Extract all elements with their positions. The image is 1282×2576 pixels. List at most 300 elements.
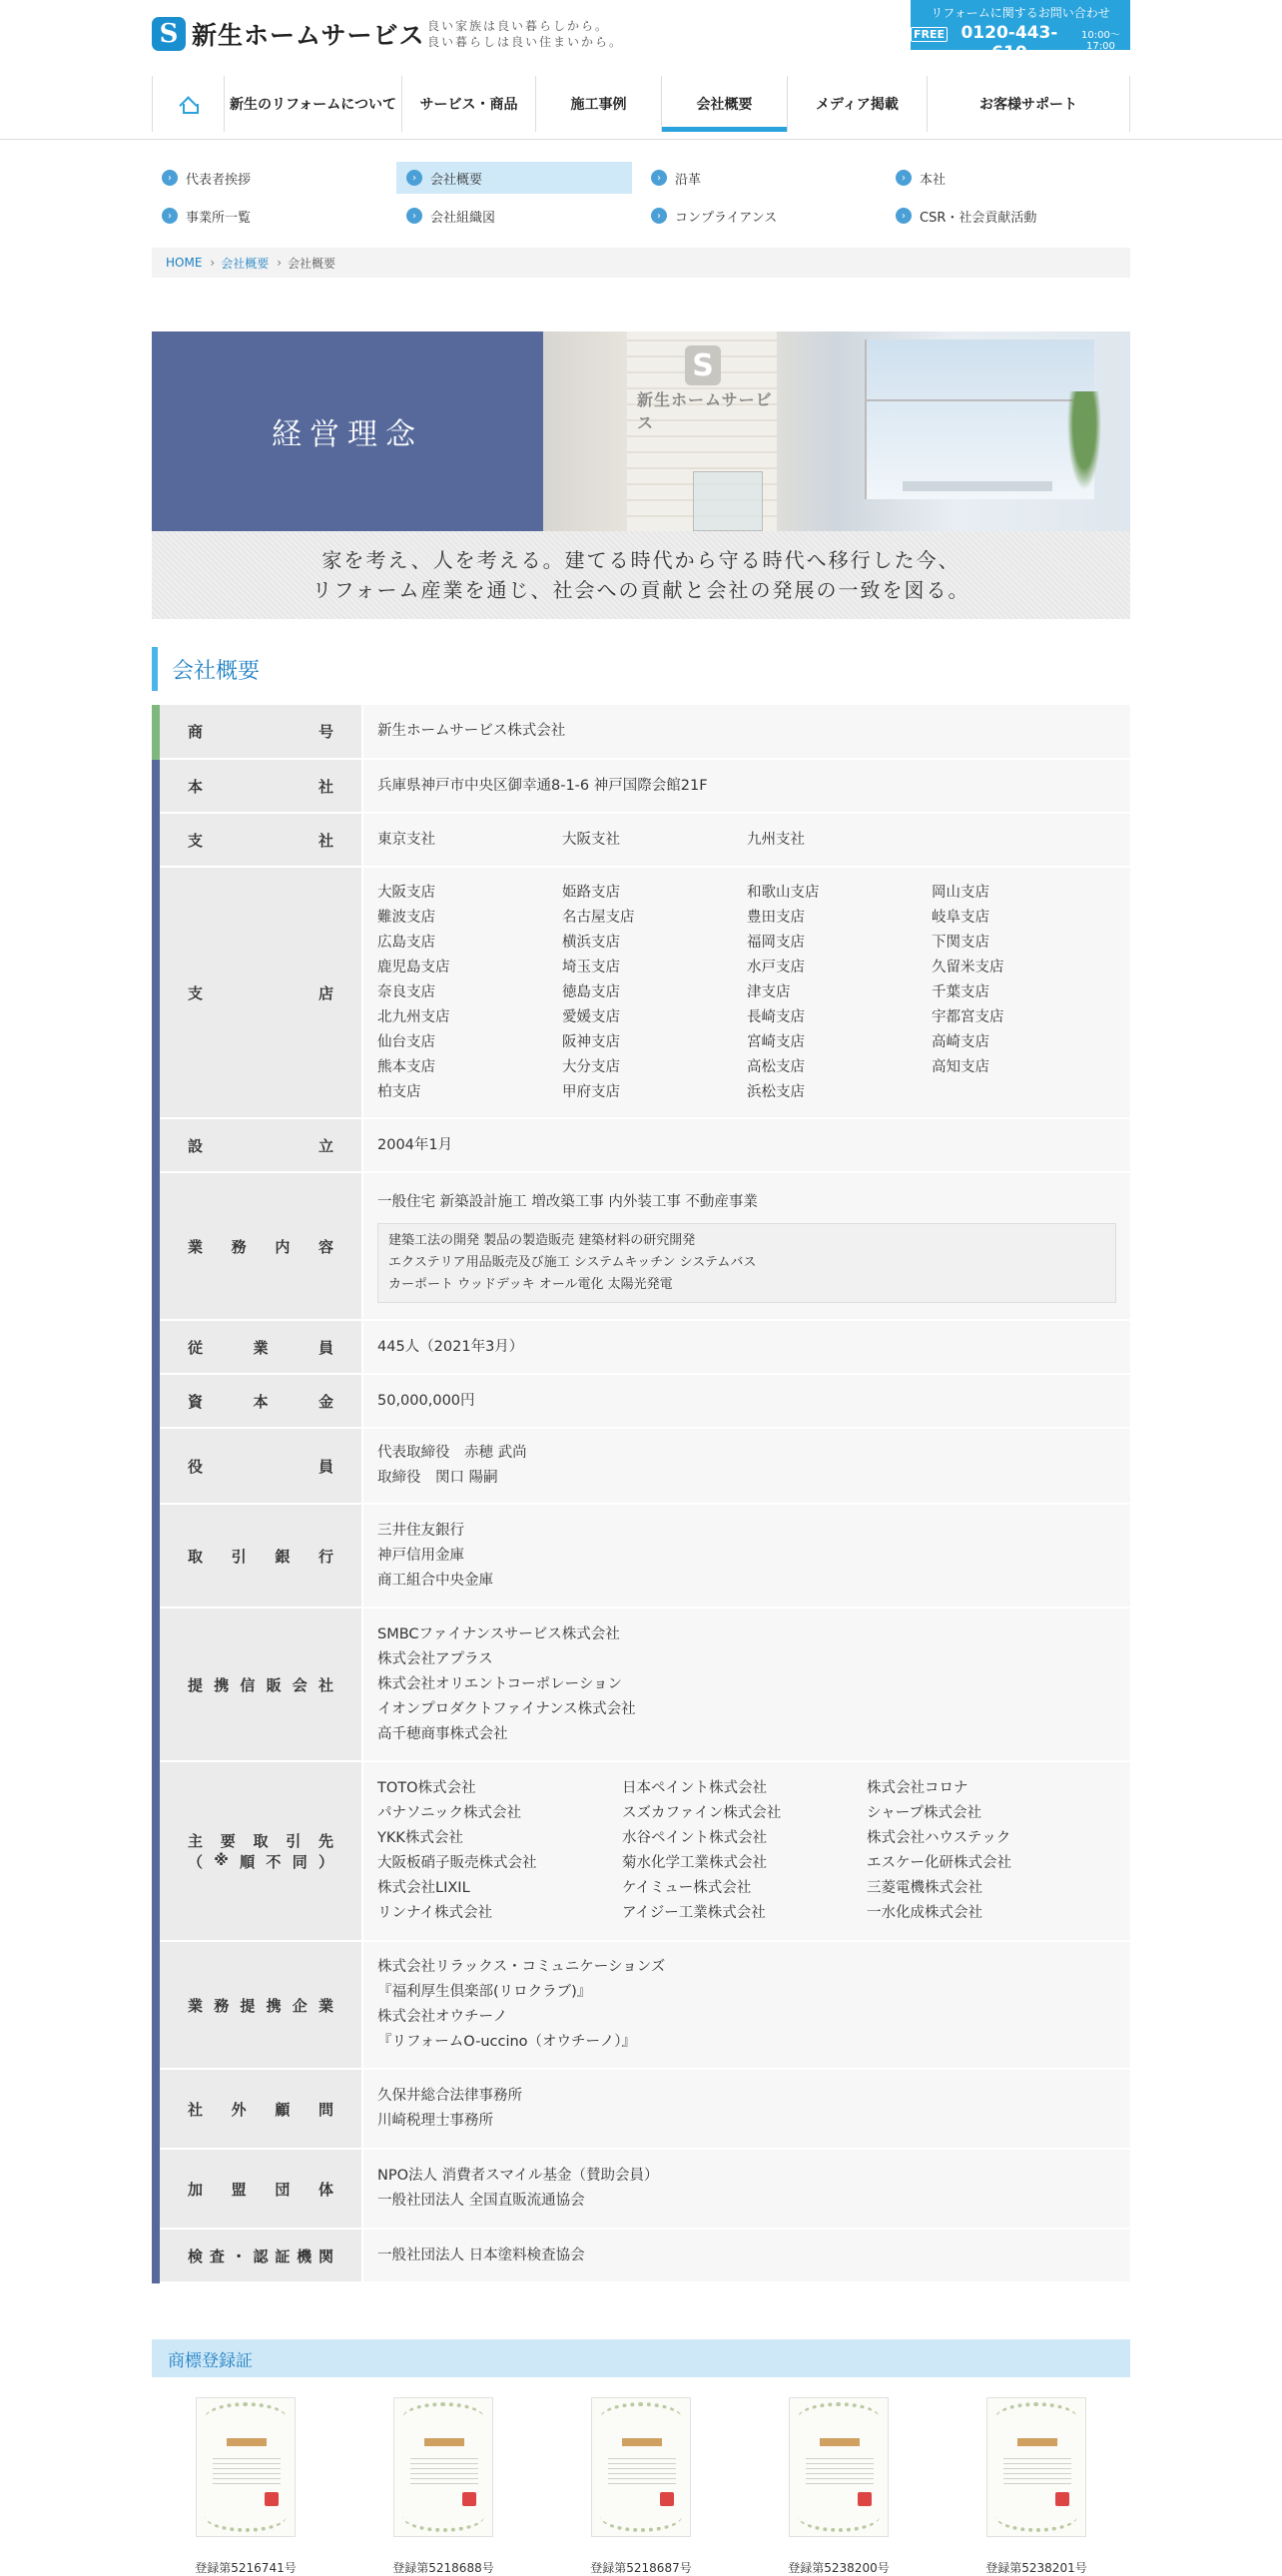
breadcrumb-home[interactable]: HOME: [166, 256, 203, 270]
list-item: 一水化成株式会社: [867, 1905, 982, 1921]
list-item: 北九州支店: [377, 1008, 450, 1025]
list-item: TOTO株式会社: [377, 1780, 476, 1796]
list-item: 株式会社LIXIL: [377, 1880, 470, 1896]
label-spread: [188, 1546, 333, 1567]
business-detail: 建築工法の開発 製品の製造販売 建築材料の研究開発: [388, 1232, 696, 1248]
row-label: [156, 759, 362, 813]
list-item: 徳島支店: [562, 983, 620, 1000]
list-item: 高崎支店: [932, 1033, 989, 1050]
certificate-image[interactable]: [789, 2397, 889, 2537]
table-row: [156, 2149, 1130, 2229]
philosophy-text: [152, 531, 1130, 619]
label-char: 機: [297, 2247, 313, 2265]
seal-icon: [265, 2492, 279, 2506]
list-item: 株式会社コロナ: [867, 1780, 968, 1796]
row-label: [156, 705, 362, 759]
list-item: 高松支店: [747, 1058, 805, 1075]
partner-list: [377, 1955, 1116, 2055]
label-char: 信: [240, 1675, 256, 1694]
label-spread: [188, 1391, 333, 1412]
label-char: 取: [253, 1832, 269, 1850]
store-grid: [377, 881, 1116, 1105]
table-row: [156, 2229, 1130, 2282]
philosophy-line-1: 家を考え、人を考える。建てる時代から守る時代へ移行した今、: [321, 548, 961, 572]
list-item: 株式会社オリエントコーポレーション: [377, 1675, 623, 1692]
list-item: リンナイ株式会社: [377, 1905, 492, 1921]
list-item: 一般社団法人 全国直販流通協会: [377, 2193, 585, 2209]
list-item: 代表取締役 赤穂 武尚: [377, 1445, 527, 1461]
table-row: [156, 1374, 1130, 1428]
label-char: 社: [318, 777, 333, 796]
list-item: 宮崎支店: [747, 1033, 805, 1050]
label-spread: [188, 1337, 333, 1358]
photo-table: [903, 481, 1052, 491]
certificate[interactable]: [581, 2397, 701, 2576]
list-item: 広島支店: [377, 934, 435, 951]
subnav-label: CSR・社会貢献活動: [920, 210, 1037, 226]
contact-title: リフォームに関するお問い合わせ: [931, 6, 1110, 20]
nav-support[interactable]: お客様サポート: [927, 76, 1130, 132]
table-row: [156, 1428, 1130, 1504]
business-detail: エクステリア用品販売及び施工 システムキッチン システムバス: [388, 1254, 757, 1270]
label-char: 社: [318, 1675, 333, 1694]
label-char: 業: [253, 1338, 269, 1357]
list-item: 千葉支店: [932, 983, 989, 1000]
certificate-text-lines: [806, 2454, 874, 2484]
list-item: 長崎支店: [747, 1008, 805, 1025]
arrow-right-icon: ›: [896, 208, 912, 224]
certificate-mark: [1017, 2438, 1057, 2446]
label-char: 団: [275, 2180, 291, 2199]
label-char: 務: [214, 1996, 230, 2015]
officer-list: [377, 1441, 1116, 1491]
list-item: 三菱電機株式会社: [867, 1880, 982, 1896]
contact-hours: 10:00〜17:00: [1081, 30, 1120, 52]
list-item: NPO法人 消費者スマイル基金（賛助会員）: [377, 2168, 659, 2184]
label-char: 本: [253, 1392, 269, 1411]
arrow-right-icon: ›: [406, 208, 422, 224]
certificate[interactable]: [976, 2397, 1096, 2576]
label-char: 金: [318, 1392, 333, 1411]
label-char: 会: [292, 1675, 308, 1694]
label-spread: [188, 1135, 333, 1156]
label-char: 商: [188, 723, 204, 741]
table-row: [156, 1608, 1130, 1761]
list-item: 水谷ペイント株式会社: [622, 1830, 767, 1846]
label-char: 内: [275, 1237, 291, 1256]
subnav-compliance[interactable]: [641, 200, 877, 232]
list-item: 久保井総合法律事務所: [377, 2088, 522, 2104]
row-label: [156, 1761, 362, 1941]
list-item: エスケー化研株式会社: [867, 1855, 1011, 1871]
label-char: 引: [231, 1547, 247, 1566]
list-item: 株式会社アプラス: [377, 1650, 493, 1667]
label-spread: [188, 2179, 333, 2200]
row-value: [362, 1608, 1130, 1761]
business-detail: カーポート ウッドデッキ オール電化 太陽光発電: [388, 1276, 673, 1292]
label-char: 顧: [275, 2100, 291, 2119]
certificate-mark: [820, 2438, 860, 2446]
label-char: 業: [188, 1237, 204, 1256]
chevron-right-icon: ›: [277, 256, 283, 270]
tagline-line-2: 良い暮らしは良い住まいから。: [427, 35, 624, 49]
label-char: 先: [318, 1832, 333, 1850]
list-item: 大分支店: [562, 1058, 620, 1075]
client-grid: [377, 1776, 1116, 1926]
list-item: 『リフォームO-uccino（オウチーノ）』: [377, 2034, 637, 2050]
photo-plant: [1064, 391, 1104, 501]
table-row: [156, 759, 1130, 813]
certificate-image[interactable]: [591, 2397, 691, 2537]
label-char: 加: [188, 2180, 204, 2199]
label-char: 盟: [231, 2180, 247, 2199]
subnav-label: 会社組織図: [430, 210, 496, 226]
certificate-number: 登録第5218688号: [392, 2561, 494, 2575]
label-char: 容: [318, 1237, 333, 1256]
label-char: 取: [188, 1547, 204, 1566]
arrow-right-icon: ›: [896, 170, 912, 186]
list-item: 高知支店: [932, 1058, 989, 1075]
table-row: [156, 2069, 1130, 2149]
breadcrumb-current: 会社概要: [288, 256, 336, 271]
subnav-label: 事業所一覧: [186, 210, 252, 226]
label-char: 業: [188, 1996, 204, 2015]
contact-banner[interactable]: [911, 0, 1130, 63]
label-spread: [188, 1830, 333, 1851]
label-char: （: [188, 1853, 204, 1871]
list-item: 愛媛支店: [562, 1008, 620, 1025]
list-item: 甲府支店: [562, 1083, 620, 1100]
list-item: 埼玉支店: [562, 959, 620, 975]
credit-company-list: [377, 1622, 1116, 1747]
label-char: 認: [253, 2247, 269, 2265]
label-char: 問: [318, 2100, 333, 2119]
contact-phone: 0120-443-610: [961, 23, 1058, 63]
label-spread: [188, 1236, 333, 1257]
certificate[interactable]: [779, 2397, 899, 2576]
label-char: 社: [188, 2100, 204, 2119]
label-spread: [188, 1674, 333, 1695]
business-main: 一般住宅 新築設計施工 増改築工事 内外装工事 不動産事業: [377, 1193, 758, 1210]
row-value: 445人（2021年3月）: [362, 1320, 1130, 1374]
list-item: 仙台支店: [377, 1033, 435, 1050]
certificate-number: 登録第5218687号: [590, 2561, 692, 2575]
certificate[interactable]: [186, 2397, 306, 2576]
subnav-history[interactable]: [641, 162, 877, 194]
hero-banner: [152, 331, 1130, 531]
list-item: 商工組合中央金庫: [377, 1572, 493, 1589]
list-item: 下関支店: [932, 934, 989, 951]
list-item: 取締役 関口 陽嗣: [377, 1470, 498, 1486]
list-item: 奈良支店: [377, 983, 435, 1000]
row-value: 兵庫県神戸市中央区御幸通8-1-6 神戸国際会館21F: [362, 759, 1130, 813]
row-value: 50,000,000円: [362, 1374, 1130, 1428]
row-value: [362, 1428, 1130, 1504]
home-icon: [180, 96, 198, 112]
list-item: 鹿児島支店: [377, 959, 450, 975]
list-item: 久留米支店: [932, 959, 1004, 975]
list-item: 川崎税理士事務所: [377, 2113, 493, 2129]
nav-service[interactable]: サービス・商品: [401, 76, 535, 132]
row-label: [156, 813, 362, 867]
list-item: ケイミュー株式会社: [622, 1880, 752, 1896]
subnav-headoffice[interactable]: [886, 162, 1121, 194]
certificate-number: 登録第5238200号: [788, 2561, 890, 2575]
list-item: 高千穂商事株式会社: [377, 1725, 508, 1742]
logo-icon: S: [152, 17, 186, 51]
certificate-mark: [227, 2438, 267, 2446]
label-char: 不: [266, 1853, 282, 1871]
hero-title: 経営理念: [152, 331, 543, 531]
label-char: 本: [188, 777, 204, 796]
row-label: [156, 1320, 362, 1374]
arrow-right-icon: ›: [406, 170, 422, 186]
subnav-label: コンプライアンス: [675, 210, 778, 226]
label-char: 役: [188, 1457, 204, 1476]
header: [152, 0, 1130, 68]
list-item: パナソニック株式会社: [377, 1805, 521, 1821]
row-label: [156, 1941, 362, 2069]
row-label: [156, 1504, 362, 1608]
label-char: ）: [318, 1853, 333, 1871]
certificate-image[interactable]: [393, 2397, 493, 2537]
label-char: 銀: [275, 1547, 291, 1566]
label-char: 行: [318, 1547, 333, 1566]
association-list: [377, 2164, 1116, 2214]
label-char: 員: [318, 1338, 333, 1357]
tagline-line-1: 良い家族は良い暮らしから。: [427, 19, 610, 33]
list-item: 名古屋支店: [562, 909, 635, 926]
row-value: [362, 813, 1130, 867]
list-item: 株式会社ハウステック: [867, 1830, 1011, 1846]
row-label: [156, 1172, 362, 1320]
label-spread: [188, 776, 333, 797]
table-row: [156, 1761, 1130, 1941]
list-item: スズカファイン株式会社: [622, 1805, 782, 1821]
list-item: 菊水化学工業株式会社: [622, 1855, 767, 1871]
label-char: 員: [318, 1457, 333, 1476]
hero-photo: [543, 331, 1130, 531]
label-char: 証: [275, 2247, 291, 2265]
seal-icon: [858, 2492, 872, 2506]
subnav-label: 代表者挨拶: [186, 172, 252, 188]
table-row: [156, 1118, 1130, 1172]
label-char: 支: [188, 831, 204, 850]
list-item: 柏支店: [377, 1083, 421, 1100]
list-item: 大阪支社: [562, 831, 620, 848]
list-item: 水戸支店: [747, 959, 805, 975]
label-char: 外: [231, 2100, 247, 2119]
certificate-text-lines: [410, 2454, 478, 2484]
label-char: 検: [188, 2247, 204, 2265]
label-spread: [188, 2246, 333, 2266]
nav-reform[interactable]: 新生のリフォームについて: [224, 76, 401, 132]
list-item: 大阪支店: [377, 884, 435, 901]
certificate-text-lines: [608, 2454, 676, 2484]
logo-text: 新生ホームサービス: [192, 21, 425, 50]
row-label: [156, 2229, 362, 2282]
photo-logo-mark: S: [685, 345, 721, 385]
photo-logo-text: 新生ホームサービス: [637, 390, 773, 432]
list-item: YKK株式会社: [377, 1830, 463, 1846]
certificate-text-lines: [1003, 2454, 1071, 2484]
label-spread: [188, 1456, 333, 1477]
row-label: [156, 1374, 362, 1428]
list-item: 大阪板硝子販売株式会社: [377, 1855, 537, 1871]
certificate[interactable]: [383, 2397, 503, 2576]
label-char: 同: [292, 1853, 308, 1871]
sub-nav: [152, 162, 1130, 232]
list-item: 津支店: [747, 983, 791, 1000]
row-label: [156, 2149, 362, 2229]
nav-company[interactable]: 会社概要: [661, 76, 787, 132]
certificate-number: 登録第5216741号: [195, 2561, 297, 2575]
table-row: [156, 1504, 1130, 1608]
branch-grid: [377, 828, 1116, 853]
list-item: 福岡支店: [747, 934, 805, 951]
label-spread: [188, 982, 333, 1003]
philosophy-line-2: リフォーム産業を通じ、社会への貢献と会社の発展の一致を図る。: [312, 578, 970, 602]
label-char: 携: [214, 1675, 230, 1694]
label-char: 販: [266, 1675, 282, 1694]
list-item: 和歌山支店: [747, 884, 820, 901]
global-nav: [152, 76, 1130, 132]
subnav-greeting[interactable]: [152, 162, 387, 194]
list-item: 熊本支店: [377, 1058, 435, 1075]
chevron-right-icon: ›: [210, 256, 216, 270]
list-item: アイジー工業株式会社: [622, 1905, 766, 1921]
arrow-right-icon: ›: [651, 170, 667, 186]
certificate-image[interactable]: [986, 2397, 1086, 2537]
label-char: 順: [240, 1853, 256, 1871]
nav-media[interactable]: メディア掲載: [787, 76, 927, 132]
list-item: 横浜支店: [562, 934, 620, 951]
list-item: 三井住友銀行: [377, 1522, 464, 1539]
list-item: 株式会社リラックス・コミュニケーションズ: [377, 1959, 666, 1975]
subnav-csr[interactable]: [886, 200, 1121, 232]
list-item: 『福利厚生倶楽部(リロクラブ)』: [377, 1984, 592, 2000]
row-label: [156, 1428, 362, 1504]
label-char: 主: [188, 1832, 204, 1850]
label-spread: [188, 1851, 333, 1872]
row-value: [362, 1761, 1130, 1941]
subnav-org-chart[interactable]: [396, 200, 632, 232]
label-char: 設: [188, 1136, 204, 1155]
tagline: [427, 18, 623, 50]
arrow-right-icon: ›: [162, 208, 178, 224]
global-nav-bar: [0, 76, 1282, 140]
company-info-table: [152, 705, 1130, 2283]
table-row: [156, 813, 1130, 867]
label-char: 携: [266, 1996, 282, 2015]
label-char: 業: [318, 1996, 333, 2015]
contact-phone-line: [911, 23, 1130, 63]
table-row: [156, 705, 1130, 759]
arrow-right-icon: ›: [162, 170, 178, 186]
list-item: 岐阜支店: [932, 909, 989, 926]
list-item: 宇都宮支店: [932, 1008, 1004, 1025]
list-item: 浜松支店: [747, 1083, 805, 1100]
site-logo[interactable]: [152, 16, 425, 52]
advisor-list: [377, 2084, 1116, 2134]
subnav-label: 沿革: [675, 172, 702, 188]
label-char: 体: [318, 2180, 333, 2199]
breadcrumb-parent[interactable]: 会社概要: [221, 256, 270, 271]
bank-list: [377, 1519, 1116, 1594]
table-row: [156, 1941, 1130, 2069]
row-label: [156, 1118, 362, 1172]
section-title: 会社概要: [152, 647, 1130, 691]
certificate-image[interactable]: [196, 2397, 296, 2537]
label-spread: [188, 721, 333, 742]
subnav-label: 会社概要: [430, 172, 483, 188]
row-value: 新生ホームサービス株式会社: [362, 705, 1130, 759]
list-item: 東京支社: [377, 831, 435, 848]
label-char: 引: [286, 1832, 302, 1850]
business-detail-box: [377, 1223, 1116, 1303]
row-value: [362, 2069, 1130, 2149]
certificate-mark: [424, 2438, 464, 2446]
label-char: 務: [231, 1237, 247, 1256]
list-item: 阪神支店: [562, 1033, 620, 1050]
row-label: [156, 2069, 362, 2149]
list-item: 姫路支店: [562, 884, 620, 901]
label-char: 企: [292, 1996, 308, 2015]
seal-icon: [660, 2492, 674, 2506]
list-item: シャープ株式会社: [867, 1805, 981, 1821]
table-row: [156, 1172, 1130, 1320]
certificate-mark: [622, 2438, 662, 2446]
label-spread: [188, 830, 333, 851]
free-dial-icon: FREE: [911, 27, 948, 42]
label-char: 支: [188, 983, 204, 1002]
nav-home[interactable]: [152, 76, 224, 132]
label-char: 従: [188, 1338, 204, 1357]
list-item: 難波支店: [377, 909, 435, 926]
arrow-right-icon: ›: [651, 208, 667, 224]
list-item: SMBCファイナンスサービス株式会社: [377, 1625, 620, 1642]
label-char: 立: [318, 1136, 333, 1155]
list-item: 九州支社: [747, 831, 805, 848]
list-item: 株式会社オウチーノ: [377, 2009, 508, 2025]
trademark-heading: 商標登録証: [152, 2339, 1130, 2377]
list-item: 日本ペイント株式会社: [622, 1780, 767, 1796]
nav-cases[interactable]: 施工事例: [535, 76, 661, 132]
label-char: 査: [209, 2247, 225, 2265]
row-value: [362, 867, 1130, 1118]
label-spread: [188, 1995, 333, 2016]
seal-icon: [1055, 2492, 1069, 2506]
seal-icon: [462, 2492, 476, 2506]
photo-desk: [693, 471, 763, 531]
table-row: [156, 867, 1130, 1118]
row-value: 一般社団法人 日本塗料検査協会: [362, 2229, 1130, 2282]
label-char: 社: [318, 831, 333, 850]
label-char: 店: [318, 983, 333, 1002]
list-item: 神戸信用金庫: [377, 1547, 464, 1564]
label-char: 要: [220, 1832, 236, 1850]
subnav-overview[interactable]: [396, 162, 632, 194]
label-char: 提: [240, 1996, 256, 2015]
row-value: [362, 2149, 1130, 2229]
subnav-offices[interactable]: [152, 200, 387, 232]
label-char: ・: [231, 2247, 247, 2265]
breadcrumb: [152, 248, 1130, 278]
row-value: [362, 1172, 1130, 1320]
row-value: [362, 1504, 1130, 1608]
table-row: [156, 1320, 1130, 1374]
label-char: ※: [214, 1851, 229, 1869]
